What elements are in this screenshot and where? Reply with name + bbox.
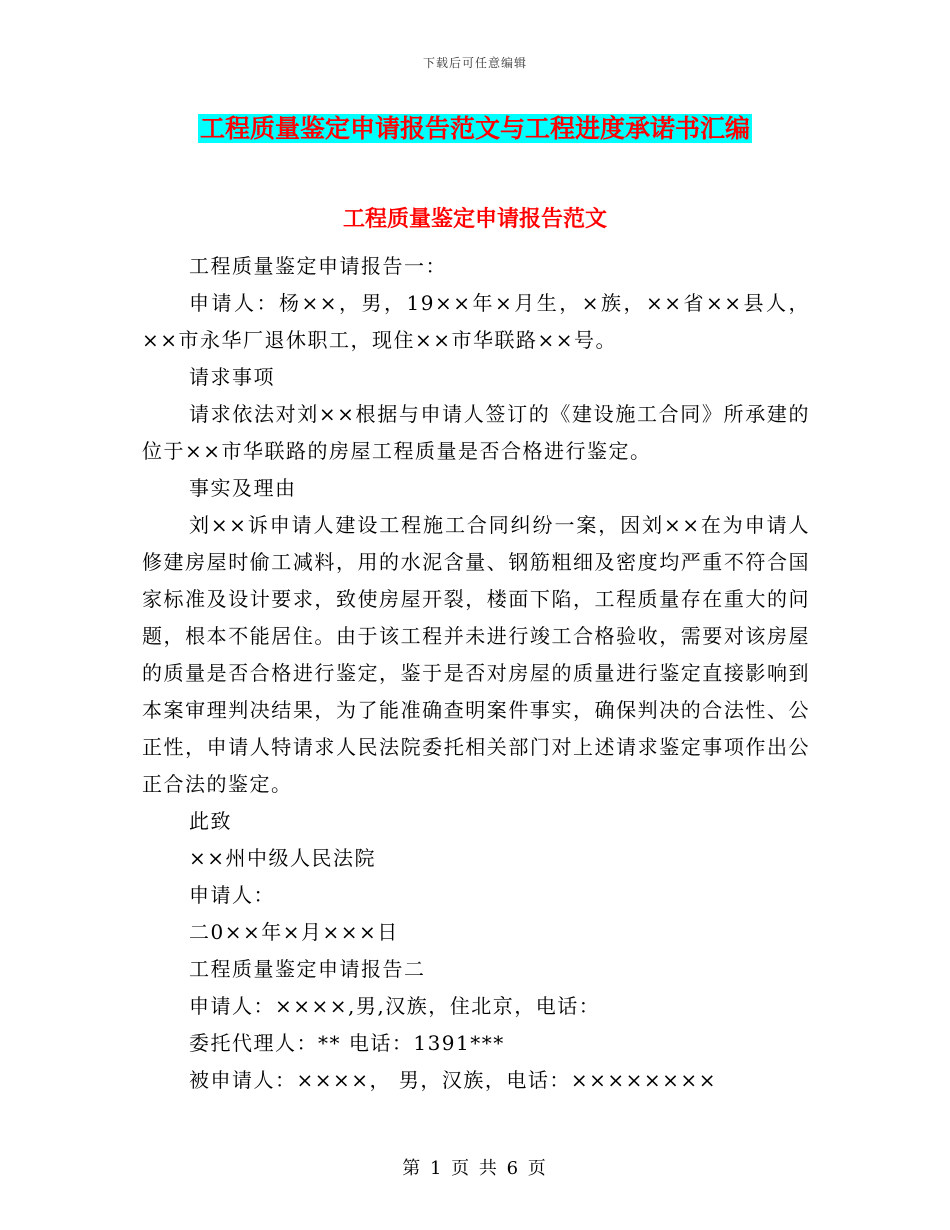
section-title: 工程质量鉴定申请报告范文 <box>342 206 607 232</box>
paragraph: 申请人：杨××，男，19××年×月生，×族，××省××县人，××市永华厂退休职工，现住××市华联路××号。 <box>142 291 810 352</box>
document-title-text: 工程质量鉴定申请报告范文与工程进度承诺书汇编 <box>199 114 750 143</box>
document-body <box>142 248 810 1099</box>
paragraph: 二0××年×月×××日 <box>189 920 399 944</box>
header-note: 下载后可任意编辑 <box>422 56 527 70</box>
document-title <box>0 112 950 146</box>
paragraph: 请求依法对刘××根据与申请人签订的《建设施工合同》所承建的位于××市华联路的房屋工程质量是否合格进行鉴定。 <box>142 402 810 463</box>
paragraph: 被申请人：××××， 男，汉族，电话：×××××××× <box>189 1068 717 1092</box>
paragraph: 申请人：××××,男,汉族，住北京，电话： <box>189 994 601 1018</box>
paragraph: 刘××诉申请人建设工程施工合同纠纷一案，因刘××在为申请人修建房屋时偷工减料，用的水泥含量、钢筋粗细及密度均严重不符合国家标准及设计要求，致使房屋开裂，楼面下陷，工程质量存在重大的问题，根本不能居住。由于该工程并未进行竣工合格验收，需要对该房屋的质量是否合格进行鉴定，鉴于是否对房屋的质量进行鉴定直接影响到本案审理判决结果，为了能准确查明案件事实，确保判决的合法性、公正性，申请人特请求人民法院委托相关部门对上述请求鉴定事项作出公正合法的鉴定。 <box>142 513 810 796</box>
paragraph: 此致 <box>189 809 232 833</box>
paragraph: ××州中级人民法院 <box>189 846 377 870</box>
paragraph: 工程质量鉴定申请报告二 <box>189 957 426 981</box>
page-footer: 第 1 页 共 6 页 <box>402 1158 548 1179</box>
paragraph: 委托代理人：** 电话：1391*** <box>189 1031 505 1055</box>
paragraph: 请求事项 <box>189 365 275 389</box>
paragraph: 事实及理由 <box>189 476 297 500</box>
paragraph: 工程质量鉴定申请报告一： <box>189 254 447 278</box>
paragraph: 申请人： <box>189 883 275 907</box>
